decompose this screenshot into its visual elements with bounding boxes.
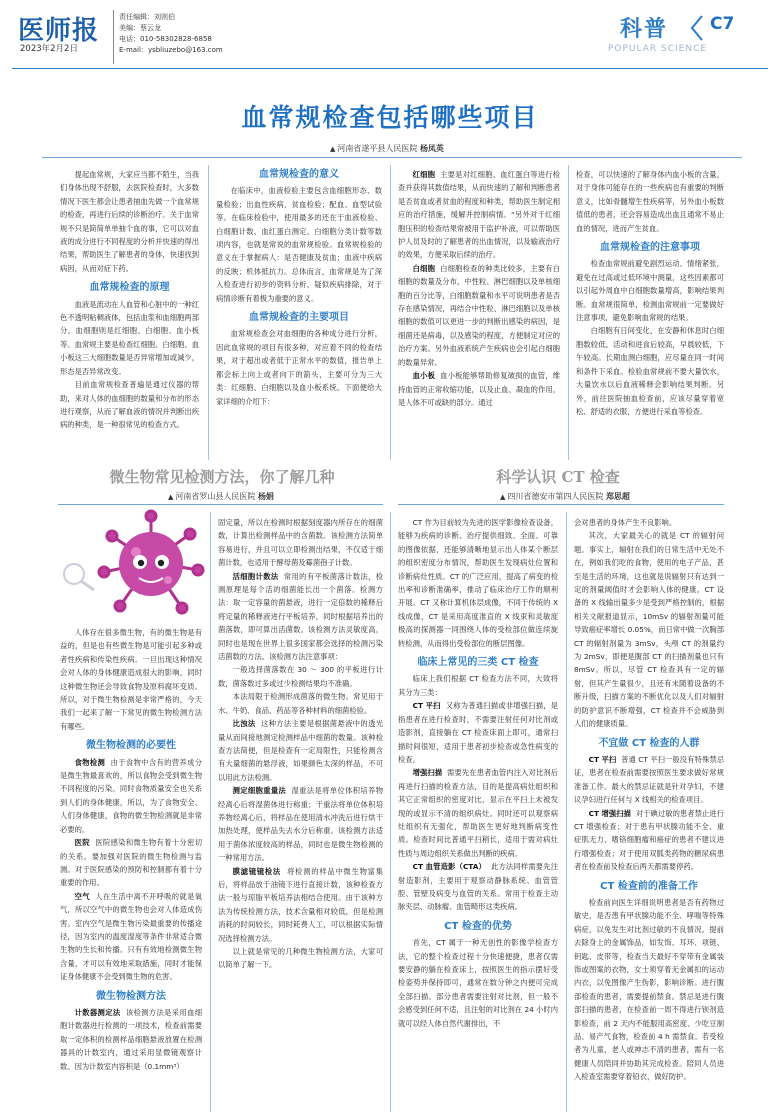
magnifier-decoration [60,560,100,598]
lead-term: 活细胞计数法 [232,571,279,581]
article1-column-2 [216,168,382,460]
lead-term: 血小板 [412,371,436,381]
article1-column-1 [60,168,199,460]
newspaper-logo: 医师报 [18,16,100,46]
paragraph: 血液是流动在人血管和心脏中的一种红色不透明粘稠液体，包括血浆和血细胞两部分，血细胞则是红细胞、白细胞、血小板等。血常规主要是检查红细胞、白细胞、血小板这三大细胞数量是否异常增加或减少，形态是否异常改变。 [60,299,199,376]
lead-term: 测定细胞重量法 [232,786,287,796]
paragraph: 本法局限于检测形成菌落的微生物。常见用于水、牛奶、食品、药品等各种材料的细菌检验。 [218,692,383,715]
paragraph [60,756,202,836]
byline-author: 杨娟 [257,492,274,501]
article2-byline [168,491,274,502]
section-heading: 不宜做 CT 检查的人群 [598,737,700,749]
paragraph [218,865,383,945]
paragraph [398,262,560,369]
paragraph [574,807,724,874]
article1-top-rule [42,157,742,158]
column-divider [390,165,391,460]
article2-top-rule [58,504,383,505]
triangle-icon: ▲ [500,493,506,501]
paragraph [60,890,202,984]
section-subtitle: POPULAR SCIENCE [608,44,708,54]
paragraph-text: 该检测方法是采用血细胞计数器进行检测的一项技术，检查前需要取一定体积的检测样品细胞悬液放置在检测器具的计数室内，通过采用显微镜观察计数。因为计数室内容积是（0.1mm³） [60,1007,202,1071]
paragraph [398,766,558,860]
paragraph: 会对患者的身体产生不良影响。 [574,518,677,527]
paragraph: 一般选择菌落数在 30 ～ 300 的平板进行计数，菌落数过多或过少检测结果均不准确。 [218,665,383,688]
paragraph [398,699,558,766]
paragraph-text: 人在生活中离不开呼吸的就是氧气，所以空气中的微生物也会对人体造成伤害。室内空气是微生物污染最重要的传播途径，因为室内的温度湿度等条件非常适合微生物的生长和传播。只有有效地检测微生物含量，才可以有效地采取措施，同时才能保证身体健康不会受到微生物的危害。 [60,891,202,982]
lead-term: 膜滤镜镜检法 [232,866,281,876]
lead-term: 医院 [74,838,90,848]
lead-term: CT 增强扫描 [588,808,631,818]
section-title: 科普 [620,17,669,42]
paragraph-text: 需要先在患者血管内注入对比剂后再进行扫描的检查方法，目的是提高病灶组织和其它正常组织的密度对比，显示在平扫上未被发现的或显示不清的组织病灶。同时还可以观察病灶组织有无强化，帮助医生更好地判断病变性质。检查时间比普通平扫稍长，适用于需对病灶性质与周边组织关系做出判断的疾病。 [398,768,558,858]
paragraph: 白细胞有日间变化，在安静和休息时白细胞数较低，活动和进食后较高，早晨较低，下午较高。长期血测白细胞，应尽量在同一时间和条件下采血。检验血常规前不要大量饮水，大量饮水以后血液稀释会影响结果判断。另外，前往医院抽血检查前，应该尽量穿着宽松、舒适的衣服，方便进行采血等检查。 [576,326,724,416]
article1-column-4 [576,168,724,460]
column-divider [390,512,391,1112]
article1-byline [330,143,444,154]
byline-author: 郑思超 [605,492,630,501]
paragraph-text: 主要是对红细胞、血红蛋白等进行检查并获得其数值结果，从而快速的了解和判断患者是否贫血或者贫血的程度和种类，帮助医生制定相应的治疗措施，缓解并控制病情。“另外对于红细胞压积的检查结果常被用于监护补液，可以帮助医护人员及时的了解患者的出血情况，以及输液治疗的效果，方便采取后续的治疗。 [398,170,560,260]
article3-byline [500,491,630,502]
article2-column-1 [60,626,202,1106]
paragraph [398,168,560,262]
paragraph-text: 医院感染和微生物有着十分密切的关系，要加强对医院的微生物检测与监测。对于医院感染的预防和控制都有着十分重要的作用。 [60,838,202,888]
paragraph: 目前血常规检查普遍是通过仪器的帮助，来对人体的血细胞的数量和分布的形态进行观察，从而了解血液的情况并判断出疾病的种类，是一种很常见的检查方式。 [60,380,199,430]
section-heading: 微生物检测的必要性 [86,740,176,752]
lead-term: 增强扫描 [412,768,443,778]
byline-author: 杨凤英 [419,144,444,153]
paragraph [398,860,558,914]
paragraph [218,570,383,664]
paragraph: 提起血常规，大家应当都不陌生，当我们身体出现不舒服，去医院检查时，大多数情况下医生都会让患者抽血先做一个血常规的检查，再进行后续的诊断治疗。关于血常规不只是简简单单抽个血的事，它可以对血液的成分进行不同程度的分析并快速的得出结果，帮助医生了解患者的身体，快速找到病因，从而对症下药。 [60,170,199,273]
triangle-icon: ▲ [168,493,174,501]
paragraph: 首先，CT 属于一种无创性的影像学检查方法，它的整个检查过程十分快速便捷，患者仅需要安静的躺在检查床上，按照医生的指示摆好受检姿势并保持即可，通常在数分钟之内便可完成全部扫描。部分患者需要注射对比剂，但一般不会感受到任何不适，且注射的对比剂在 24 小时内就可以经人体自然代谢排出，不 [398,938,558,1028]
lead-term: 计数器测定法 [74,1007,121,1017]
masthead-rule [12,68,768,69]
paragraph: 其次，大家最关心的就是 CT 的辐射问题。事实上，辐射在我们的日常生活中无处不在，例如我们吃的食物，使用的电子产品，甚至是生活的环境，这也就是说辐射只有达到一定的剂量阈值时才会影响人体的健康。CT 设备的 X 线输出量多少是受到严格控制的，根据相关文献报道显示，10mSv 的辐射剂量可能导致癌症率增长 0.05%，而日常中做一次胸部 CT 的辐射剂量为 3mSv，头颅 CT 的剂量约为 2mSv，即便是腹部 CT 的扫描剂量也只有 8mSv。所以，尽管 CT 检查具有一定的辐射，但其产生量很少，且还有未随着设备的不断升级，扫描方案的不断优化以及人们对辐射的防护意识不断增强，CT 检查并不会威胁到人们的健康质量。 [574,531,724,729]
section-heading: 血常规检查的主要项目 [249,312,349,324]
paragraph [218,784,383,864]
paragraph-text: 常用的有平板菌落计数法，检测原理是每个活的细菌能长出一个菌落。检测方法：取一定容量的菌悬液，进行一定倍数的稀释后将定量的稀释液进行平板培养，同时根据培养出的菌落数，即可算出活菌数。该检测方法灵敏度高，同时也是现在世界上很多国家都会选择的检测污染活菌数的方法。该检测方法注意事项： [218,571,383,662]
lead-term: 空气 [74,891,90,901]
paragraph [574,753,724,807]
paragraph-text: 将检测的样品中微生物富集后，将样品放于油镜下进行直接计数，该种检查方法一般与琼脂平板培养法相结合使用。由于该种方法为传统检测方法，技术含量相对较低，但是检测消耗的时间较长，同时耗费人工，可以根据实际情况选择检测方法。 [218,866,383,943]
section-heading: 血常规检查的注意事项 [600,242,700,254]
article3-top-rule [398,504,724,505]
paragraph: 检查血常规前避免剧烈运动、情绪紧张，避免在过高或过低环境中测量，这些因素都可以引起外周血中白细胞数量增高，影响结果判断。血常规很简单，检测血常规前一定要做好注意事项，避免影响血常规的结果。 [576,259,724,323]
column-divider [210,512,211,1112]
triangle-icon: ▲ [330,145,336,153]
column-divider [566,512,567,1112]
paragraph: 以上就是常见的几种微生物检测方法，大家可以简单了解一下。 [218,947,383,970]
lead-term: 白细胞 [412,263,436,273]
paragraph [60,1006,202,1073]
lead-term: CT 平扫 [412,701,441,711]
virus-illustration [96,508,206,620]
lead-term: 红细胞 [412,170,436,179]
section-heading: 微生物检测方法 [96,990,166,1002]
paragraph [398,369,560,409]
paragraph: 人体存在很多微生物，有的微生物是有益的，但是也有些微生物是可能引起多种或者性疾病和传染性疾病。一旦出现这种情况会对人体的身体健康造成很大的影响，同时这种微生物还会导致食物及原料腐坏变质。所以，对于微生物检测是非常严格的，今天我们一起来了解一下常见的微生物检测方法有哪些。 [60,628,202,731]
paragraph-text: 普通 CT 平扫一般没有特殊禁忌证，患者在检查前需要按照医生要求做好常规准备工作。最大的禁忌证就是针对孕妇，不建议孕妇进行任何与 X 线相关的检查项目。 [574,754,724,805]
paragraph: 检查前向医生详细说明患者是否有药物过敏史，是否患有甲状腺功能不全、哮喘等特殊病症，以免发生对比剂过敏的不良情况。提前去除身上的金属饰品，如发饰、耳环、项链、钥匙、皮带等，检查当天最好不穿带有金属装饰或图案的衣物，女士须穿着无金属扣的运动内衣，以免图像产生伪影，影响诊断。进行腹部检查的患者，需要提前禁食。禁忌是进行腹部扫描的患者，在检查前一周不得进行钡剂造影检查，前 2 天内不能服用高密度、少吃豆制品、易产气食物，检查前 4 h 需禁食。若受检者为儿童、老人或神志不清的患者，需有一名健康人员陪同并协助其完成检查。陪同人员进入检查室需要穿着铅衣，做好防护。 [574,897,724,1082]
email-credit: E-mail：ysbliuzebo@163.com [119,46,223,54]
paragraph-text: 这种方法主要是根据菌悬液中的透光量从而间接地测定检测样品中细菌的数量。该种检查方法简便，但是检查有一定局限性，只能检测含有大量细菌的悬浮液，如果颜色太深的样品，不可以用此方法检测。 [218,719,383,782]
lead-term: CT 血管造影（CTA） [412,862,487,872]
column-divider [568,165,569,460]
section-heading: 临床上常见的三类 CT 检查 [417,657,539,669]
lead-term: CT 平扫 [588,754,617,764]
paragraph: 临床上我们根据 CT 检查方法不同，大致将其分为三类： [398,674,558,697]
article2-title: 微生物常见检测方法，你了解几种 [109,468,335,486]
designer-credit: 美编：蔡云龙 [119,24,161,32]
article3-column-2 [574,516,724,1108]
section-heading: 血常规检查的原理 [89,282,170,294]
paragraph: 检查，可以快速的了解身体内血小板的含量，对于身体可能存在的一些疾病也有重要的判断意义，比如骨髓增生性疾病等，另外血小板数值低的患者，还会容易造成出血且通常不易止血的情况，进而产生贫血。 [576,170,724,233]
section-heading: 血常规检查的意义 [259,169,339,180]
paragraph-text: 湿重法是将单位体积培养物经离心后将湿菌体进行称重；干重法将单位体积培养物经离心后，将样品在使用清水冲洗后进行烘干加热处理，使样品失去水分后称重。该检测方法适用于菌体浓度较高的样品，同时也是微生物检测的一种常用方法。 [218,786,383,863]
paragraph: 固定量，所以在检测时根据刻度器内所存在的细菌数，计算出检测样品中的含菌数。该检测方法简单容易进行，并且可以立即检测出结果，不仅适于细菌计数，也适用于酵母菌及霉菌孢子计数。 [218,518,383,568]
article1-column-3 [398,168,560,460]
phone-credit: 电话：010-58302828-6858 [119,35,212,43]
byline-org: 河南省罗山县人民医院 [175,492,256,501]
issue-date: 2023年2月2日 [20,44,78,54]
section-heading: CT 检查前的准备工作 [600,880,698,892]
byline-org: 河南省遂平县人民医院 [337,144,418,153]
byline-org: 四川省德安市第四人民医院 [507,492,604,501]
paragraph: 在临床中，血液检验主要包含血细胞形态、数量检验；出血性疾病、贫血检验；配血、血型试验等。在临床检验中，使用最多的还在于血液检验、白细胞计数、血红蛋白测定、白细胞分类计数等数项内容，也就是常说的血常规检验。血常规检验的意义在于掌握病人：是否健康及贫血；血液中疾病的反映；机体抵抗力。总体而言，血常规是为了深入检查进行初步的资料分析、疑似疾病排除，对于病情诊断有着极为重要的意义。 [216,186,382,303]
lead-term: 食物检测 [74,757,106,767]
paragraph: CT 作为目前较为先进的医学影像检查设备，能够为疾病的诊断、治疗提供细致、全面、可靠的图像依据，还能够清晰地显示出人体某个断层的组织密度分布情况，帮助医生发现病灶位置和诊断病灶性质。CT 的广泛应用，提高了病变的检出率和诊断准确率，推动了临床治疗工作的顺利开展。CT 又称计算机体层成像，不同于传统的 X 线成像，CT 是采用高度准直的 X 线束和灵敏度极高的探测器一同围绕人体的受检部位做连续旋转检测，从而得出受检部位的断层图像。 [398,518,558,648]
chevron-left-icon [690,14,704,46]
paragraph-text: 由于食物中含有的营养成分是微生物最喜欢的，所以食物会受到微生物不同程度的污染。同时食物质量安全也关系到人们的身体健康，所以，为了食物安全、人们身体健康，食物的微生物检测就是非常必要的。 [60,757,202,834]
paragraph-text: 血小板能够帮助修复破损的血管，维持血管的正常收缩功能，以及止血、凝血的作用，是人体不可或缺的部分。通过 [398,371,560,407]
paragraph: 血常规检查会对血细胞的各种成分进行分析，因此血常规的项目有很多种，对应着不同的检查结果，对于超出或者低于正常水平的数值，报告单上都会标上向上或者向下的箭头，主要可分为三大类：红细胞、白细胞以及血小板系统。下面便给大家详细的介绍下： [216,329,382,406]
page-number: C7 [710,14,735,34]
lead-term: 比浊法 [232,719,256,729]
article3-column-1 [398,516,558,1108]
paragraph-text: 对于碘过敏的患者禁止进行 CT 增强检查；对于患有甲状腺功能不全、重症肌无力、嗜铬细胞瘤和癌症的患者不建议进行增强检查；对于使用双胍类药物的糖尿病患者在检查前及检查后两天都需要停药。 [574,808,724,872]
paragraph-text: 此方法同样需要先注射造影剂，主要用于观察动静脉系统、血管管腔、管壁及病变与血管的关系。常用于检查主动脉夹层、动脉瘤、血管畸形这类疾病。 [398,862,558,912]
paragraph-text: 白细胞检查的种类比较多，主要有白细胞的数量及分布，中性粒、淋巴细胞以及单核细胞的百分比等，白细胞数量和水平可说明患者是否存在感染情况，再结合中性粒、淋巴细胞以及单核细胞的数值可以更进一步的判断出感染的病因，是细菌还是病毒，以及感染的程度，方便制定对应的治疗方案。另外血液系统产生疾病也会引起白细胞的数量异常。 [398,263,560,367]
paragraph [60,836,202,890]
article1-title: 血常规检查包括哪些项目 [241,103,539,132]
section-heading: CT 检查的优势 [444,920,512,932]
column-divider [208,165,209,460]
paragraph [218,717,383,784]
masthead-divider [113,10,114,64]
editor-credit: 责任编辑：刘则伯 [119,13,175,21]
paragraph-text: 又称为普通扫描或非增强扫描，是指患者在进行检查时，不需要注射任何对比剂或造影剂，直接躺在 CT 检查床面上即可，通常扫描时间很短，适用于患者初步检查或急性病变的检查。 [398,701,558,764]
article2-column-2 [218,516,383,1108]
article3-title: 科学认识 CT 检查 [496,468,620,486]
